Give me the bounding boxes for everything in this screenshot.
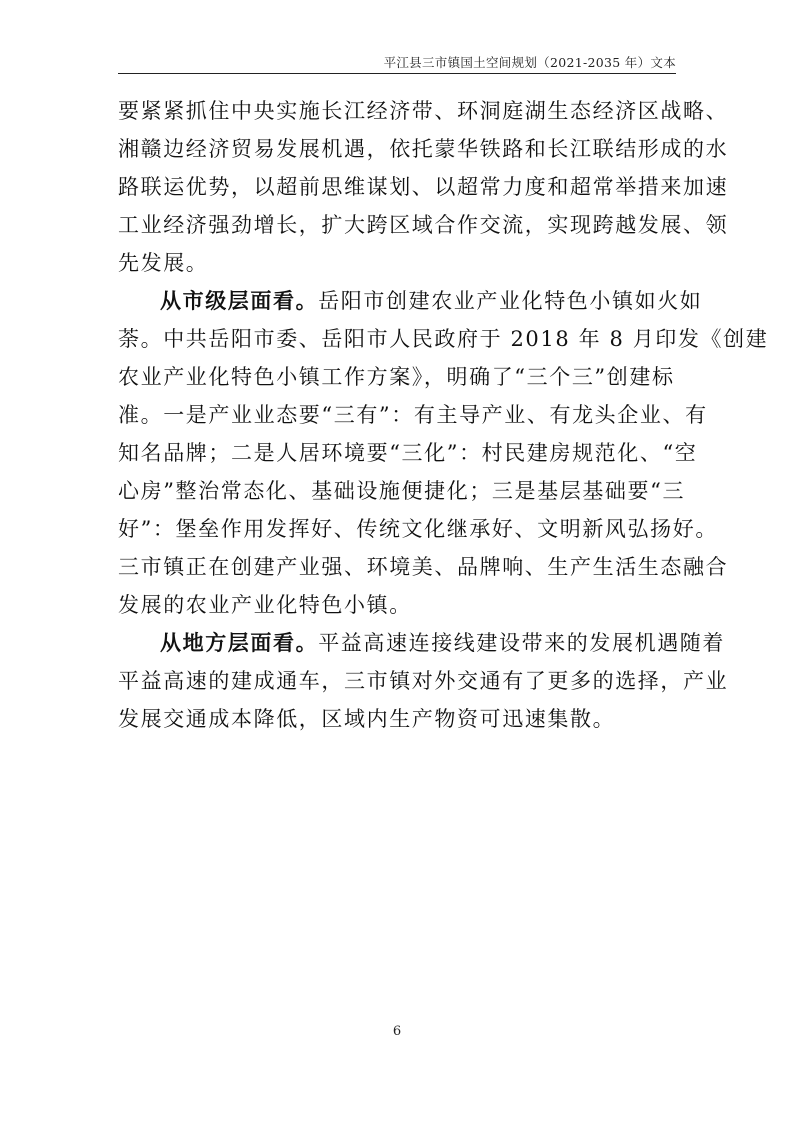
document-body [118, 92, 769, 738]
text-line: 路联运优势，以超前思维谋划、以超常力度和超常举措来加速 [118, 175, 729, 199]
text-line: 三市镇正在创建产业强、环境美、品牌响、生产生活生态融合 [118, 555, 729, 579]
text-line: 知名品牌；二是人居环境要“三化”：村民建房规范化、“空 [118, 441, 698, 465]
text-line: 好”：堡垒作用发挥好、传统文化继承好、文明新风弘扬好。 [118, 517, 718, 541]
text-line: 工业经济强劲增长，扩大跨区域合作交流，实现跨越发展、领 [118, 213, 729, 237]
text-line: 农业产业化特色小镇工作方案》，明确了“三个三”创建标 [118, 365, 675, 389]
text-line: 准。一是产业业态要“三有”：有主导产业、有龙头企业、有 [118, 403, 708, 427]
text-line: 平益高速的建成通车，三市镇对外交通有了更多的选择，产业 [118, 669, 729, 693]
text-line: 要紧紧抓住中央实施长江经济带、环洞庭湖生态经济区战略、 [118, 99, 729, 123]
page-number: 6 [392, 1024, 402, 1039]
text-fragment: 岳阳市创建农业产业化特色小镇如火如 [318, 289, 703, 313]
text-line: 发展交通成本降低，区域内生产物资可迅速集散。 [118, 707, 616, 731]
text-line [118, 282, 703, 320]
paragraph-lead-heading: 从市级层面看。 [160, 288, 319, 313]
text-line: 先发展。 [118, 251, 209, 275]
text-line [118, 624, 726, 662]
paragraph-lead-heading: 从地方层面看。 [160, 630, 319, 655]
text-line: 湘赣边经济贸易发展机遇，依托蒙华铁路和长江联结形成的水 [118, 137, 729, 161]
running-header: 平江县三市镇国土空间规划（2021-2035 年）文本 [383, 55, 676, 70]
text-line: 心房”整治常态化、基础设施便捷化；三是基层基础要“三 [118, 479, 686, 503]
paragraph-1 [118, 92, 729, 282]
header-divider [118, 73, 676, 74]
text-fragment: 平益高速连接线建设带来的发展机遇随着 [318, 631, 726, 655]
text-line: 荼。中共岳阳市委、岳阳市人民政府于 2018 年 8 月印发《创建 [118, 327, 769, 351]
text-line: 发展的农业产业化特色小镇。 [118, 593, 412, 617]
paragraph-3 [118, 624, 729, 738]
paragraph-2 [118, 282, 769, 624]
